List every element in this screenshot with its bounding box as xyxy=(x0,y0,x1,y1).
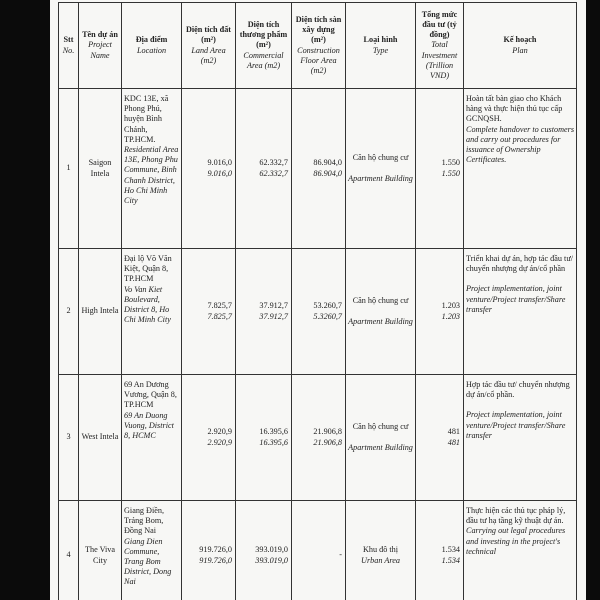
cell-land-area: 919.726,0 919.726,0 xyxy=(182,501,236,600)
cell-floor-area: 86.904,0 86.904,0 xyxy=(292,89,346,249)
cell-commercial-area: 393.019,0 393.019,0 xyxy=(236,501,292,600)
cell-project-name: Saigon Intela xyxy=(79,89,122,249)
header-commercial-area: Diện tích thương phẩm (m²) Commercial Area (m2) xyxy=(236,3,292,89)
cell-plan: Hoàn tất bàn giao cho Khách hàng và thực hiện thủ tục cấp GCNQSH. Complete handover to customers and carry out procedures for issuance of Ownership Certificates. xyxy=(464,89,577,249)
cell-commercial-area: 16.395,6 16.395,6 xyxy=(236,375,292,501)
cell-stt: 2 xyxy=(59,249,79,375)
cell-location: Giang Điền, Trảng Bom, Đồng Nai Giang Dien Commune, Trang Bom District, Dong Nai xyxy=(122,501,182,600)
cell-land-area: 9.016,0 9.016,0 xyxy=(182,89,236,249)
cell-investment: 1.534 1.534 xyxy=(416,501,464,600)
header-investment: Tổng mức đầu tư (tỷ đồng) Total Investment (Trillion VND) xyxy=(416,3,464,89)
header-row xyxy=(59,3,577,89)
cell-floor-area: - xyxy=(292,501,346,600)
cell-stt: 1 xyxy=(59,89,79,249)
cell-floor-area: 53.260,7 5.3260,7 xyxy=(292,249,346,375)
cell-floor-area: 21.906,8 21.906,8 xyxy=(292,375,346,501)
cell-land-area: 7.825,7 7.825,7 xyxy=(182,249,236,375)
table-row xyxy=(59,375,577,501)
cell-location: Đại lộ Võ Văn Kiệt, Quận 8, TP.HCM Vo Van Kiet Boulevard, District 8, Ho Chi Minh City xyxy=(122,249,182,375)
header-type: Loại hình Type xyxy=(346,3,416,89)
table-row xyxy=(59,249,577,375)
header-location: Địa điểm Location xyxy=(122,3,182,89)
cell-project-name: High Intela xyxy=(79,249,122,375)
cell-type: Khu đô thị Urban Area xyxy=(346,501,416,600)
cell-commercial-area: 62.332,7 62.332,7 xyxy=(236,89,292,249)
table-row xyxy=(59,501,577,600)
cell-project-name: West Intela xyxy=(79,375,122,501)
table-row xyxy=(59,89,577,249)
cell-investment: 1.550 1.550 xyxy=(416,89,464,249)
header-stt: Stt No. xyxy=(59,3,79,89)
cell-investment: 481 481 xyxy=(416,375,464,501)
cell-type: Căn hộ chung cư Apartment Building xyxy=(346,89,416,249)
cell-stt: 4 xyxy=(59,501,79,600)
cell-location: KDC 13E, xã Phong Phú, huyện Bình Chánh, TP.HCM. Residential Area 13E, Phong Phu Commune, Binh Chanh District, Ho Chi Minh City xyxy=(122,89,182,249)
header-floor-area: Diện tích sàn xây dựng (m²) Construction Floor Area (m2) xyxy=(292,3,346,89)
header-land-area: Diện tích đất (m²) Land Area (m2) xyxy=(182,3,236,89)
cell-plan: Triển khai dự án, hợp tác đầu tư/ chuyển nhượng dự án/cổ phần Project implementation, joint venture/Project transfer/Share transfer xyxy=(464,249,577,375)
cell-location: 69 An Dương Vương, Quận 8, TP.HCM 69 An Duong Vuong, District 8, HCMC xyxy=(122,375,182,501)
header-plan: Kế hoạch Plan xyxy=(464,3,577,89)
project-table xyxy=(58,2,577,600)
cell-type: Căn hộ chung cư Apartment Building xyxy=(346,375,416,501)
header-name: Tên dự án Project Name xyxy=(79,3,122,89)
cell-commercial-area: 37.912,7 37.912,7 xyxy=(236,249,292,375)
cell-investment: 1.203 1.203 xyxy=(416,249,464,375)
document-page xyxy=(50,0,586,600)
cell-plan: Thực hiện các thủ tục pháp lý, đầu tư hạ tầng kỹ thuật dự án. Carrying out legal procedures and investing in the project's technical xyxy=(464,501,577,600)
cell-stt: 3 xyxy=(59,375,79,501)
cell-plan: Hợp tác đầu tư/ chuyển nhượng dự án/cổ phần. Project implementation, joint venture/Project transfer/Share transfer xyxy=(464,375,577,501)
cell-type: Căn hộ chung cư Apartment Building xyxy=(346,249,416,375)
cell-land-area: 2.920,9 2.920,9 xyxy=(182,375,236,501)
cell-project-name: The Viva City xyxy=(79,501,122,600)
